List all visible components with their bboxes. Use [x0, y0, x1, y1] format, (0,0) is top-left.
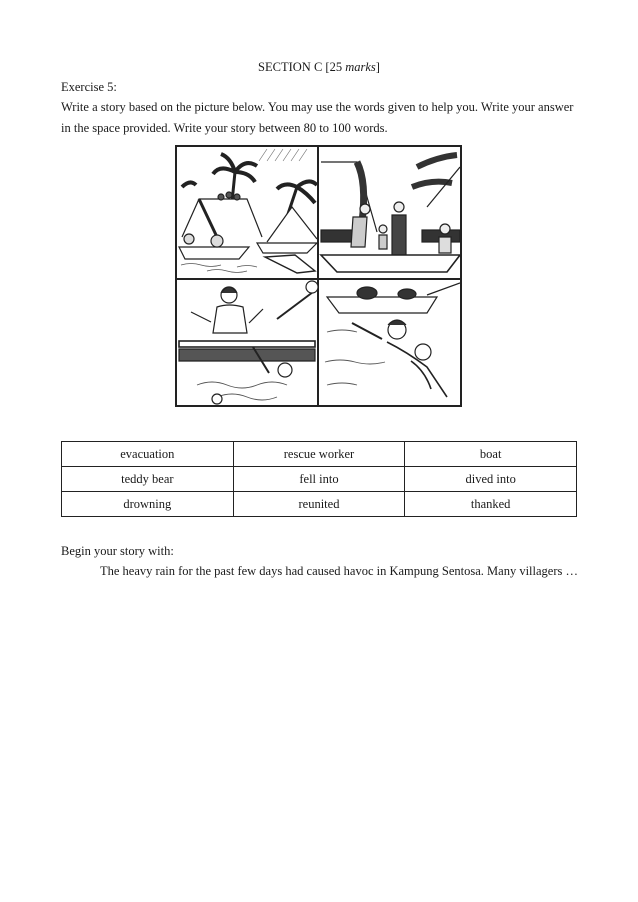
word-cell: fell into	[233, 467, 405, 492]
section-title-text: SECTION C [25	[258, 60, 346, 74]
panel-1-village	[179, 149, 317, 273]
word-cell: boat	[405, 442, 577, 467]
story-start-text: The heavy rain for the past few days had caused havoc in Kampung Sentosa. Many villagers …	[100, 564, 578, 578]
word-cell: thanked	[405, 492, 577, 517]
panel-3-falling	[179, 281, 318, 404]
word-bank-row	[62, 467, 577, 492]
word-cell: dived into	[405, 467, 577, 492]
word-cell: teddy bear	[62, 467, 234, 492]
word-bank-row	[62, 492, 577, 517]
exercise-instructions: Write a story based on the picture below. You may use the words given to help you. Write your answer in the space provided. Write your story between 80 to 100 words.	[61, 100, 574, 135]
panel-4-swim-rescue	[325, 283, 460, 397]
section-title-marks: marks	[345, 60, 376, 74]
word-cell: rescue worker	[233, 442, 405, 467]
word-cell: drowning	[62, 492, 234, 517]
word-cell: reunited	[233, 492, 405, 517]
word-bank-table	[61, 441, 577, 517]
exercise-label: Exercise 5:	[61, 80, 117, 94]
panel-2-rescue	[321, 155, 460, 272]
section-title-suffix: ]	[375, 60, 380, 74]
word-bank-row	[62, 442, 577, 467]
word-cell: evacuation	[62, 442, 234, 467]
comic-picture	[175, 145, 462, 407]
story-start-label: Begin your story with:	[61, 544, 174, 558]
section-title	[0, 60, 638, 75]
